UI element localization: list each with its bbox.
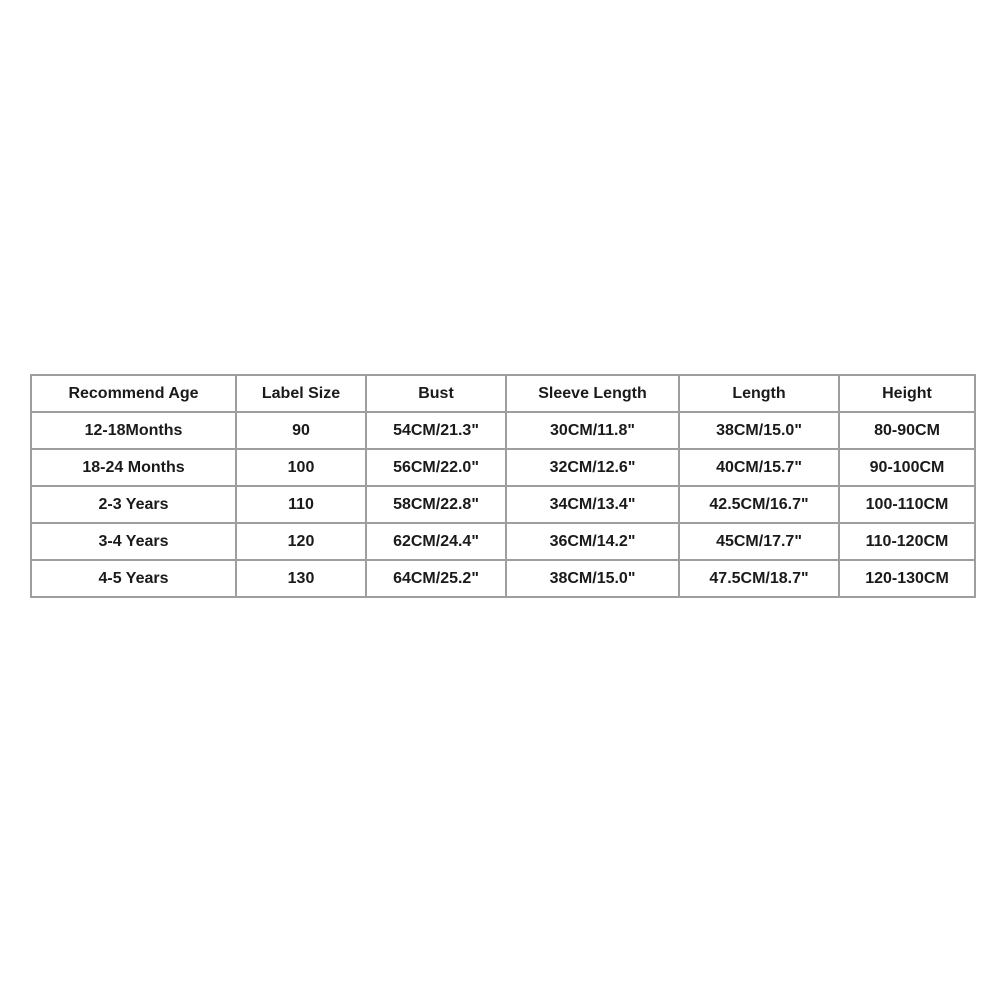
cell-sleeve-length: 30CM/11.8" [506,412,679,449]
cell-label-size: 90 [236,412,366,449]
cell-height: 100-110CM [839,486,975,523]
cell-bust: 54CM/21.3" [366,412,506,449]
table-row [31,412,975,449]
cell-label-size: 130 [236,560,366,597]
header-sleeve-length: Sleeve Length [506,375,679,412]
header-height: Height [839,375,975,412]
table-row [31,523,975,560]
cell-bust: 64CM/25.2" [366,560,506,597]
cell-recommend-age: 2-3 Years [31,486,236,523]
header-recommend-age: Recommend Age [31,375,236,412]
cell-height: 120-130CM [839,560,975,597]
cell-sleeve-length: 32CM/12.6" [506,449,679,486]
size-chart-table [30,374,976,598]
cell-length: 38CM/15.0" [679,412,839,449]
header-label-size: Label Size [236,375,366,412]
cell-sleeve-length: 34CM/13.4" [506,486,679,523]
cell-height: 90-100CM [839,449,975,486]
cell-length: 45CM/17.7" [679,523,839,560]
cell-height: 110-120CM [839,523,975,560]
cell-label-size: 110 [236,486,366,523]
table-row [31,486,975,523]
cell-recommend-age: 18-24 Months [31,449,236,486]
cell-recommend-age: 3-4 Years [31,523,236,560]
table-header-row [31,375,975,412]
cell-bust: 62CM/24.4" [366,523,506,560]
cell-bust: 58CM/22.8" [366,486,506,523]
header-length: Length [679,375,839,412]
cell-length: 47.5CM/18.7" [679,560,839,597]
table-row [31,560,975,597]
cell-recommend-age: 4-5 Years [31,560,236,597]
cell-length: 42.5CM/16.7" [679,486,839,523]
cell-length: 40CM/15.7" [679,449,839,486]
cell-sleeve-length: 38CM/15.0" [506,560,679,597]
cell-sleeve-length: 36CM/14.2" [506,523,679,560]
header-bust: Bust [366,375,506,412]
cell-label-size: 120 [236,523,366,560]
cell-bust: 56CM/22.0" [366,449,506,486]
cell-height: 80-90CM [839,412,975,449]
cell-recommend-age: 12-18Months [31,412,236,449]
table-row [31,449,975,486]
cell-label-size: 100 [236,449,366,486]
